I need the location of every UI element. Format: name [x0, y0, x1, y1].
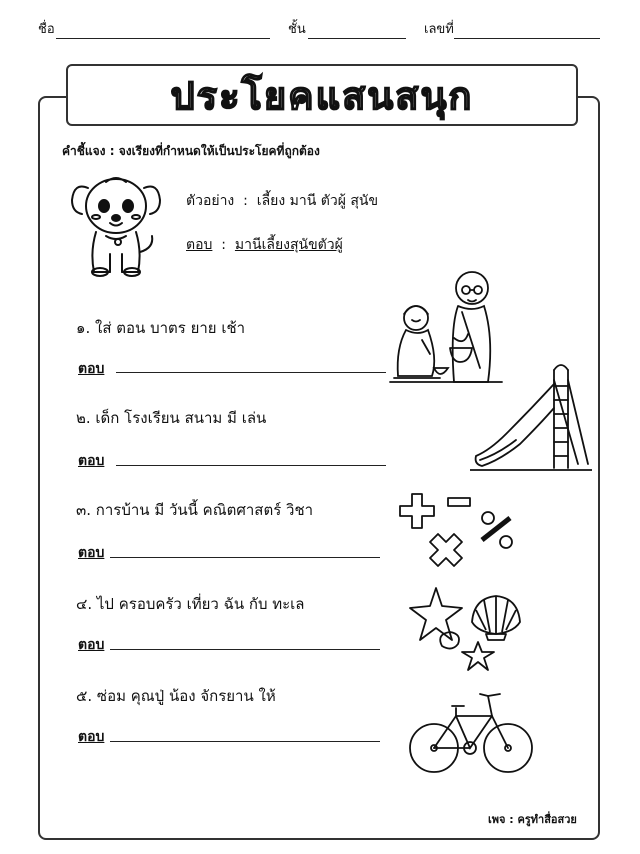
slide-icon: [470, 360, 592, 474]
answer-label-2: ตอบ: [78, 453, 105, 469]
number-label: เลขที่: [424, 22, 454, 37]
example-words: เลี้ยง มานี ตัวผู้ สุนัข: [256, 193, 379, 209]
answer-label-4: ตอบ: [78, 637, 105, 653]
worksheet-title: ประโยคแสนสนุก: [170, 72, 474, 118]
question-3: ๓. การบ้าน มี วันนี้ คณิตศาสตร์ วิชา: [76, 501, 314, 519]
example-answer-sep: :: [221, 237, 227, 253]
answer-label-3: ตอบ: [78, 545, 105, 561]
question-5: ๕. ซ่อม คุณปู่ น้อง จักรยาน ให้: [76, 687, 276, 705]
example-sep: :: [243, 193, 248, 209]
name-label: ชื่อ: [38, 22, 55, 37]
example-row: [186, 190, 378, 212]
example-answer: มานีเลี้ยงสุนัขตัวผู้: [234, 237, 343, 253]
question-4: ๔. ไป ครอบครัว เที่ยว ฉัน กับ ทะเล: [76, 595, 305, 613]
question-2: ๒. เด็ก โรงเรียน สนาม มี เล่น: [76, 409, 267, 427]
example-answer-row: [186, 234, 343, 256]
puppy-icon: [66, 168, 166, 280]
title-box: [66, 64, 578, 126]
question-1: ๑. ใส่ ตอน บาตร ยาย เช้า: [76, 319, 246, 337]
answer-line-2[interactable]: [116, 465, 386, 466]
class-line[interactable]: [308, 38, 406, 39]
example-answer-label: ตอบ: [186, 237, 213, 253]
answer-line-1[interactable]: [116, 372, 386, 373]
bicycle-icon: [406, 686, 536, 778]
answer-line-3[interactable]: [110, 557, 380, 558]
credit-text: เพจ : ครูทำสื่อสวย: [488, 813, 577, 826]
seashells-icon: [406, 582, 530, 676]
name-line[interactable]: [56, 38, 270, 39]
example-label: ตัวอย่าง: [186, 193, 235, 209]
number-line[interactable]: [454, 38, 600, 39]
instruction-text: คำชี้แจง : จงเรียงที่กำหนดให้เป็นประโยคที่ถูกต้อง: [62, 144, 320, 158]
answer-label-1: ตอบ: [78, 361, 105, 377]
answer-line-4[interactable]: [110, 649, 380, 650]
math-symbols-icon: [386, 488, 526, 574]
answer-line-5[interactable]: [110, 741, 380, 742]
answer-label-5: ตอบ: [78, 729, 105, 745]
class-label: ชั้น: [288, 22, 306, 37]
